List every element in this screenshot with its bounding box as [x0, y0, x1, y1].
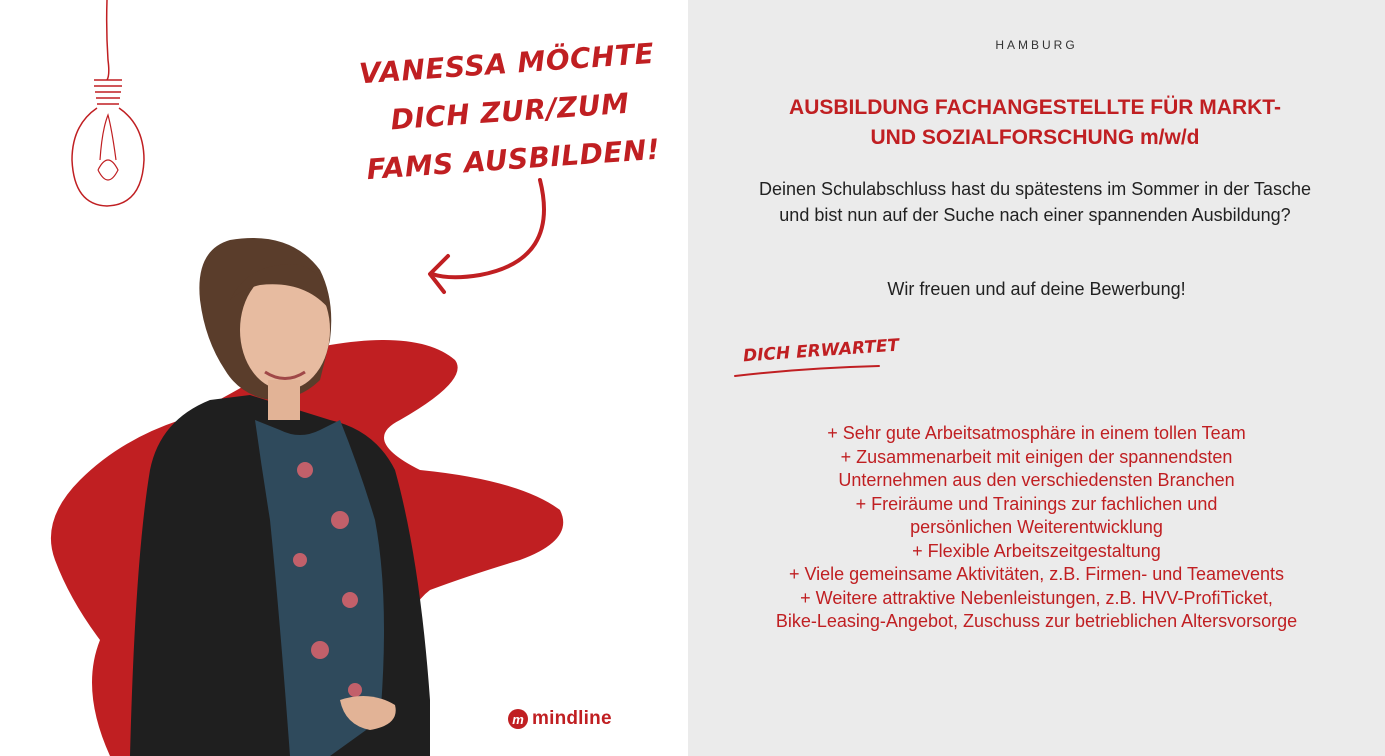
intro-text: Deinen Schulabschluss hast du spätestens im Sommer in der Tasche und bist nun auf der Suche nach einer spannenden Ausbildung? — [759, 179, 1311, 225]
job-title — [740, 93, 1330, 153]
person-photo — [0, 0, 688, 756]
logo-mark: m — [508, 709, 528, 729]
section-underline — [733, 362, 883, 382]
logo-text: mindline — [532, 708, 612, 729]
benefit-line: + Zusammenarbeit mit einigen der spannendsten — [840, 446, 1233, 467]
job-title-line-2: UND SOZIALFORSCHUNG m/w/d — [870, 126, 1200, 149]
section-label: DICH ERWARTET — [742, 335, 900, 367]
benefit-line: Unternehmen aus den verschiedensten Branchen — [838, 470, 1235, 490]
bubble-line-2: DICH ZUR/ZUM — [389, 86, 631, 137]
benefit-line: + Flexible Arbeitszeitgestaltung — [912, 540, 1161, 561]
benefits-list — [700, 422, 1373, 634]
benefit-line: + Sehr gute Arbeitsatmosphäre in einem tollen Team — [827, 423, 1246, 443]
left-panel — [0, 0, 688, 756]
city-label: HAMBURG — [995, 38, 1078, 52]
closing-text: Wir freuen und auf deine Bewerbung! — [887, 279, 1186, 299]
benefit-line: + Viele gemeinsame Aktivitäten, z.B. Firmen- und Teamevents — [788, 564, 1285, 584]
benefit-line: + Freiräume und Trainings zur fachlichen und — [855, 493, 1218, 514]
bubble-line-3: FAMS AUSBILDEN! — [365, 132, 662, 187]
benefit-line: + Weitere attraktive Nebenleistungen, z.B. HVV-ProfiTicket, — [800, 587, 1273, 608]
benefit-line: Bike-Leasing-Angebot, Zuschuss zur betrieblichen Altersvorsorge — [775, 611, 1298, 631]
benefit-line: persönlichen Weiterentwicklung — [910, 517, 1163, 537]
mindline-logo — [508, 708, 612, 730]
bubble-line-1: VANESSA MÖCHTE — [357, 36, 656, 91]
job-title-line-1: AUSBILDUNG FACHANGESTELLTE FÜR MARKT- — [789, 96, 1281, 119]
